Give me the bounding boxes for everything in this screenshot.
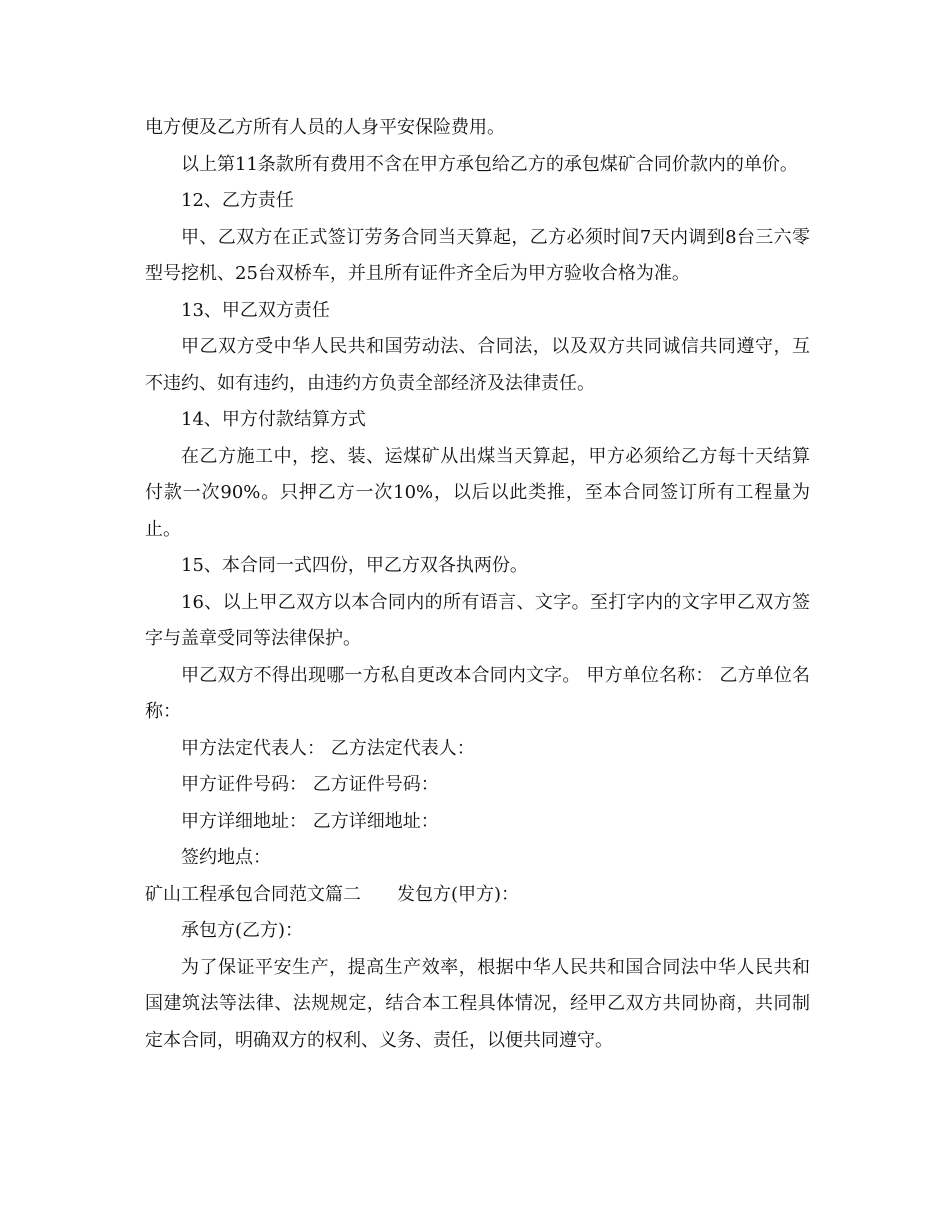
paragraph-item-15: 15、本合同一式四份，甲乙方双各执两份。 [181,555,528,576]
paragraph-id-numbers: 甲方证件号码： 乙方证件号码： [181,774,439,795]
paragraph-purpose: 为了保证平安生产，提高生产效率，根据中华人民共和国合同法中华人民共和国建筑法等法律、法规规定，结合本工程具体情况，经甲乙双方共同协商，共同制定本合同，明确双方的权利、义务、责任，以便共同遵守。 [145,956,810,1051]
heading-item-13: 13、甲乙双方责任 [181,299,330,321]
paragraph-contractor: 承包方(乙方)： [181,920,304,941]
paragraph-insurance-cost: 电方便及乙方所有人员的人身平安保险费用。 [145,117,505,138]
heading-item-14: 14、甲方付款结算方式 [181,409,366,430]
paragraph-item-14: 在乙方施工中，挖、装、运煤矿从出煤当天算起，甲方必须给乙方每十天结算付款一次90%。只押乙方一次10%，以后以此类推，至本合同签订所有工程量为止。 [145,445,810,540]
section-title: 矿山工程承包合同范文篇二 [145,883,361,905]
paragraph-signing-place: 签约地点： [181,847,271,868]
paragraph-legal-representatives: 甲方法定代表人： 乙方法定代表人： [181,737,475,759]
section-title-party: 发包方(甲方)： [397,883,520,905]
heading-item-12: 12、乙方责任 [181,190,294,211]
document-body [145,110,810,1059]
paragraph-item-12: 甲、乙双方在正式签订劳务合同当天算起，乙方必须时间7天内调到8台三六零型号挖机、25台双桥车，并且所有证件齐全后为甲方验收合格为准。 [145,226,810,284]
paragraph-unit-names: 甲乙双方不得出现哪一方私自更改本合同内文字。 甲方单位名称： 乙方单位名称： [145,664,810,722]
paragraph-item-13: 甲乙双方受中华人民共和国劳动法、合同法，以及双方共同诚信共同遵守，互不违约、如有违约，由违约方负责全部经济及法律责任。 [145,336,810,394]
paragraph-addresses: 甲方详细地址： 乙方详细地址： [181,810,439,832]
section-title-line [145,877,810,914]
paragraph-item-16: 16、以上甲乙双方以本合同内的所有语言、文字。至打字内的文字甲乙双方签字与盖章受同等法律保护。 [145,591,810,649]
paragraph-item-11-pricing: 以上第11条款所有费用不含在甲方承包给乙方的承包煤矿合同价款内的单价。 [181,153,798,175]
